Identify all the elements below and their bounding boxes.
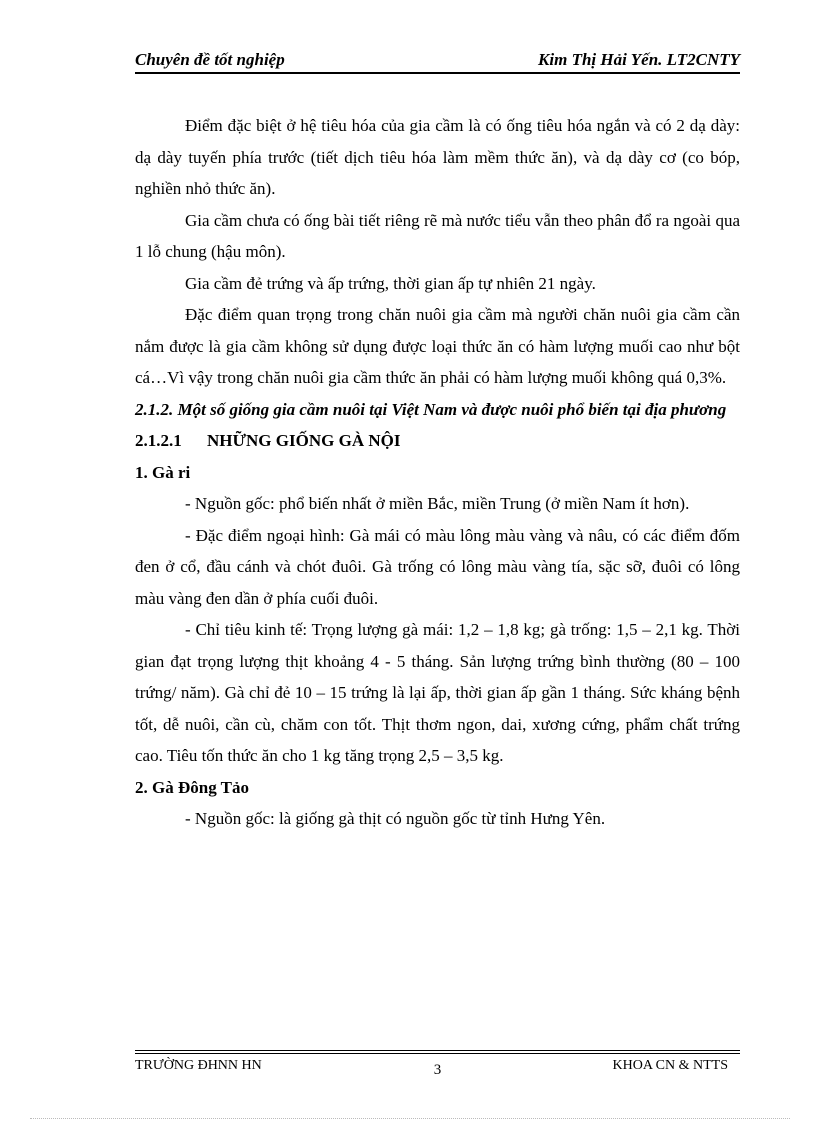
paragraph-digestive: Điểm đặc biệt ở hệ tiêu hóa của gia cầm là có ống tiêu hóa ngắn và có 2 dạ dày: dạ dày tuyến phía trước (tiết dịch tiêu hóa làm mềm thức ăn), và dạ dày cơ (co bóp, nghiền nhỏ thức ăn). xyxy=(135,116,740,198)
subsection-number: 2.1.2.1 xyxy=(135,431,182,450)
page-footer xyxy=(135,1058,740,1080)
footer-faculty: KHOA CN & NTTS xyxy=(612,1058,728,1073)
header-left-title: Chuyên đề tốt nghiệp xyxy=(135,50,285,69)
breed-ri-title: 1. Gà ri xyxy=(135,462,191,482)
paragraph-incubation: Gia cầm đẻ trứng và ấp trứng, thời gian ấp tự nhiên 21 ngày. xyxy=(185,273,596,293)
page-bottom-divider xyxy=(30,1118,790,1119)
breed-dongtao-origin: - Nguồn gốc: là giống gà thịt có nguồn gốc từ tỉnh Hưng Yên. xyxy=(185,809,606,828)
footer-university: TRƯỜNG ĐHNN HN xyxy=(135,1058,262,1073)
section-heading: 2.1.2. Một số giống gia cầm nuôi tại Việt Nam và được nuôi phổ biến tại địa phương xyxy=(135,399,727,419)
subsection-heading xyxy=(135,425,740,457)
page-content xyxy=(135,110,740,835)
footer-rule xyxy=(135,1050,740,1054)
breed-ri-origin: - Nguồn gốc: phổ biến nhất ở miền Bắc, miền Trung (ở miền Nam ít hơn). xyxy=(185,494,690,513)
paragraph-excretion: Gia cầm chưa có ống bài tiết riêng rẽ mà nước tiểu vẫn theo phân đổ ra ngoài qua 1 lỗ chung (hậu môn). xyxy=(135,210,740,261)
breed-dongtao-title: 2. Gà Đông Tảo xyxy=(135,777,249,797)
paragraph-salt: Đặc điểm quan trọng trong chăn nuôi gia cầm mà người chăn nuôi gia cầm cần nắm được là gia cầm không sử dụng được loại thức ăn có hàm lượng muối cao như bột cá…Vì vậy trong chăn nuôi gia cầm thức ăn phải có hàm lượng muối không quá 0,3%. xyxy=(135,305,740,387)
breed-ri-appearance: - Đặc điểm ngoại hình: Gà mái có màu lông màu vàng và nâu, có các điểm đốm đen ở cổ, đầu cánh và chót đuôi. Gà trống có lông màu vàng tía, sặc sỡ, đuôi có lông màu vàng đen dần ở phía cuối đuôi. xyxy=(135,525,740,608)
header-author: Kim Thị Hải Yến. LT2CNTY xyxy=(538,50,740,69)
page-header xyxy=(135,48,740,74)
subsection-title: NHỮNG GIỐNG GÀ NỘI xyxy=(207,431,401,450)
breed-ri-economic: - Chỉ tiêu kinh tế: Trọng lượng gà mái: 1,2 – 1,8 kg; gà trống: 1,5 – 2,1 kg. Thời gian đạt trọng lượng thịt khoảng 4 - 5 tháng. Sản lượng trứng bình thường (80 – 100 trứng/ năm). Gà chỉ đẻ 10 – 15 trứng là lại ấp, thời gian ấp gần 1 tháng. Sức kháng bệnh tốt, dễ nuôi, cần cù, chăm con tốt. Thịt thơm ngon, dai, xương cứng, phẩm chất trứng cao. Tiêu tốn thức ăn cho 1 kg tăng trọng 2,5 – 3,5 kg. xyxy=(135,620,740,765)
page-number: 3 xyxy=(433,1062,442,1078)
